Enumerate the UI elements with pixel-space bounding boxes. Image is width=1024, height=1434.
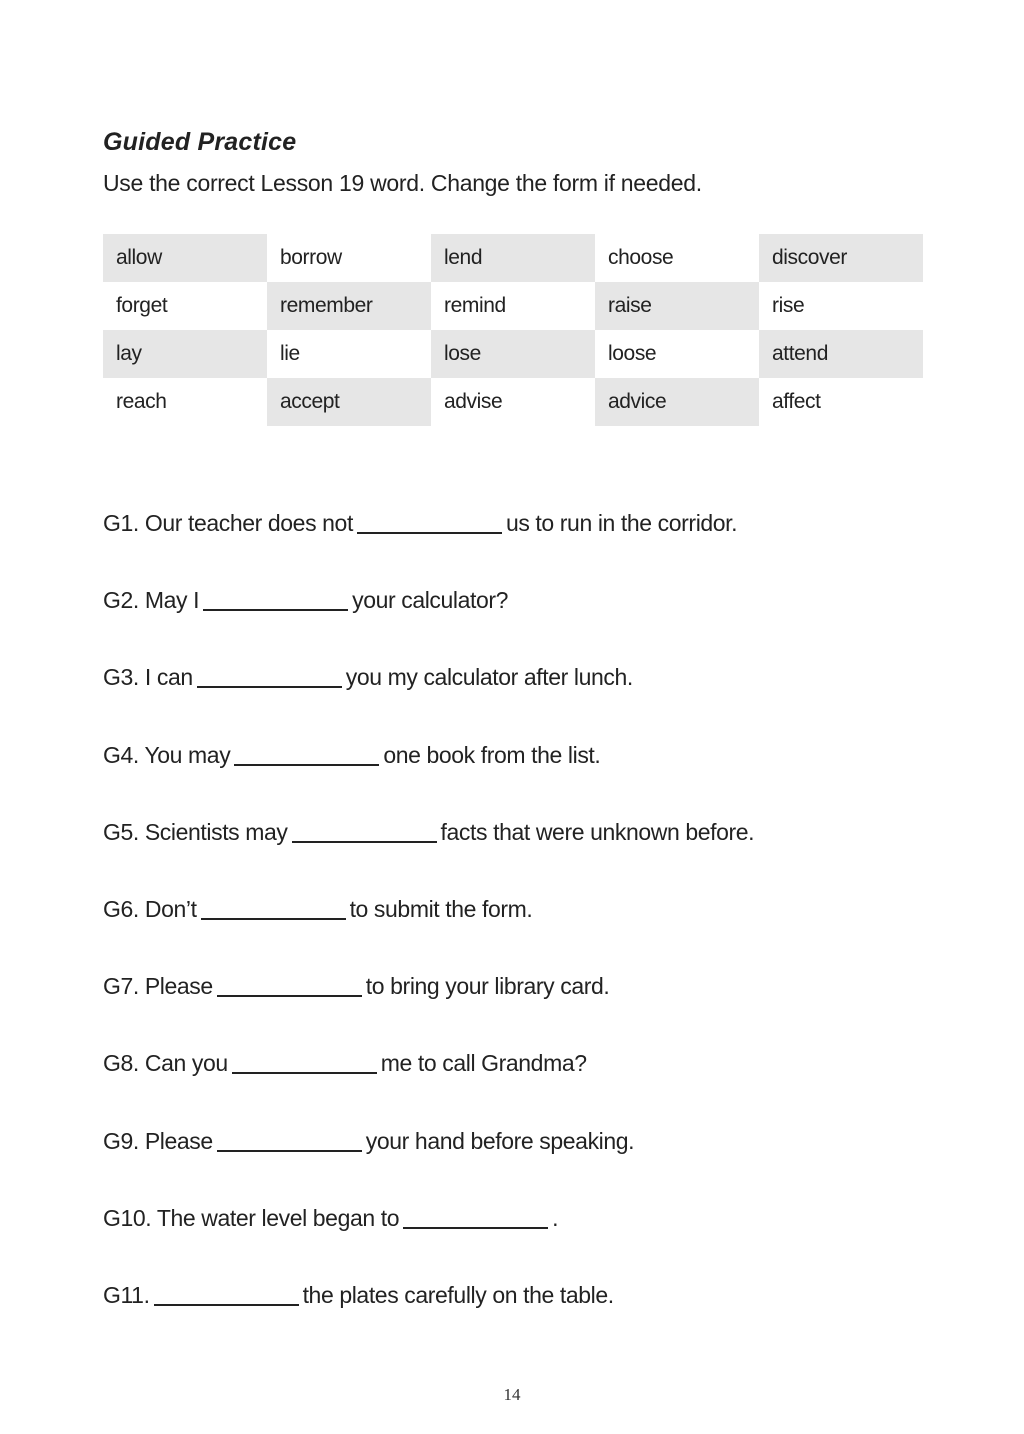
exercise-text-before: G3. I can: [103, 664, 193, 691]
exercise-list: [103, 510, 943, 1359]
exercise-text-after: me to call Grandma?: [380, 1050, 587, 1077]
exercise-item: [103, 819, 943, 896]
exercise-text-after: you my calculator after lunch.: [345, 664, 633, 691]
instructions: Use the correct Lesson 19 word. Change the form if needed.: [103, 170, 702, 196]
exercise-item: [103, 896, 943, 973]
answer-blank[interactable]: [403, 1227, 548, 1229]
word-bank-cell: rise: [772, 294, 805, 317]
word-bank-cell: borrow: [280, 246, 342, 269]
exercise-text-before: G5. Scientists may: [103, 818, 288, 845]
section-title: Guided Practice: [103, 128, 297, 156]
exercise-text-after: your hand before speaking.: [365, 1127, 635, 1154]
exercise-item: [103, 510, 943, 587]
exercise-item: [103, 1050, 943, 1127]
page-number: 14: [503, 1385, 521, 1404]
word-bank-cell: allow: [103, 234, 267, 282]
exercise-text-before: G1. Our teacher does not: [103, 510, 353, 536]
exercise-item: [103, 973, 943, 1050]
exercise-text-before: G10. The water level began to: [103, 1204, 400, 1231]
exercise-text-after: one book from the list.: [383, 741, 601, 768]
word-bank-cell: remind: [444, 294, 506, 317]
exercise-item: [103, 742, 943, 819]
word-bank-cell: advise: [444, 390, 503, 413]
word-bank-cell: advice: [595, 378, 759, 426]
exercise-text-after: .: [552, 1204, 559, 1231]
exercise-text-before: G7. Please: [103, 973, 213, 1000]
exercise-text-before: G6. Don’t: [103, 895, 197, 922]
answer-blank[interactable]: [217, 1150, 362, 1152]
answer-blank[interactable]: [232, 1072, 377, 1074]
exercise-text-before: G9. Please: [103, 1127, 213, 1154]
word-bank-cell: lay: [103, 330, 267, 378]
exercise-item: [103, 664, 943, 741]
word-bank-cell: attend: [759, 330, 923, 378]
word-bank-cell: accept: [267, 378, 431, 426]
word-bank-cell: loose: [608, 342, 657, 365]
word-bank-cell: forget: [116, 294, 168, 317]
exercise-text-after: the plates carefully on the table.: [302, 1281, 614, 1308]
exercise-text-after: facts that were unknown before.: [440, 818, 755, 845]
exercise-text-before: G2. May I: [103, 587, 200, 614]
answer-blank[interactable]: [217, 995, 362, 997]
exercise-item: [103, 1282, 943, 1359]
answer-blank[interactable]: [201, 918, 346, 920]
exercise-text-after: us to run in the corridor.: [505, 510, 738, 536]
exercise-item: [103, 587, 943, 664]
exercise-text-after: your calculator?: [352, 587, 509, 614]
word-bank-cell: lie: [280, 342, 300, 365]
word-bank-cell: reach: [116, 390, 167, 413]
answer-blank[interactable]: [234, 764, 379, 766]
answer-blank[interactable]: [154, 1304, 299, 1306]
word-bank-cell: lend: [431, 234, 595, 282]
word-bank-cell: discover: [759, 234, 923, 282]
word-bank-cell: choose: [608, 246, 674, 269]
exercise-item: [103, 1205, 943, 1282]
exercise-text-before: G8. Can you: [103, 1050, 228, 1077]
exercise-item: [103, 1128, 943, 1205]
word-bank-cell: remember: [267, 282, 431, 330]
answer-blank[interactable]: [357, 532, 502, 534]
answer-blank[interactable]: [197, 686, 342, 688]
exercise-text-before: G11.: [103, 1281, 150, 1308]
word-bank-cell: raise: [595, 282, 759, 330]
answer-blank[interactable]: [292, 841, 437, 843]
word-bank-table: [103, 234, 923, 426]
word-bank-cell: lose: [431, 330, 595, 378]
exercise-text-before: G4. You may: [103, 741, 231, 768]
word-bank-cell: affect: [772, 390, 821, 413]
answer-blank[interactable]: [203, 609, 348, 611]
exercise-text-after: to submit the form.: [349, 895, 533, 922]
exercise-text-after: to bring your library card.: [365, 973, 610, 1000]
